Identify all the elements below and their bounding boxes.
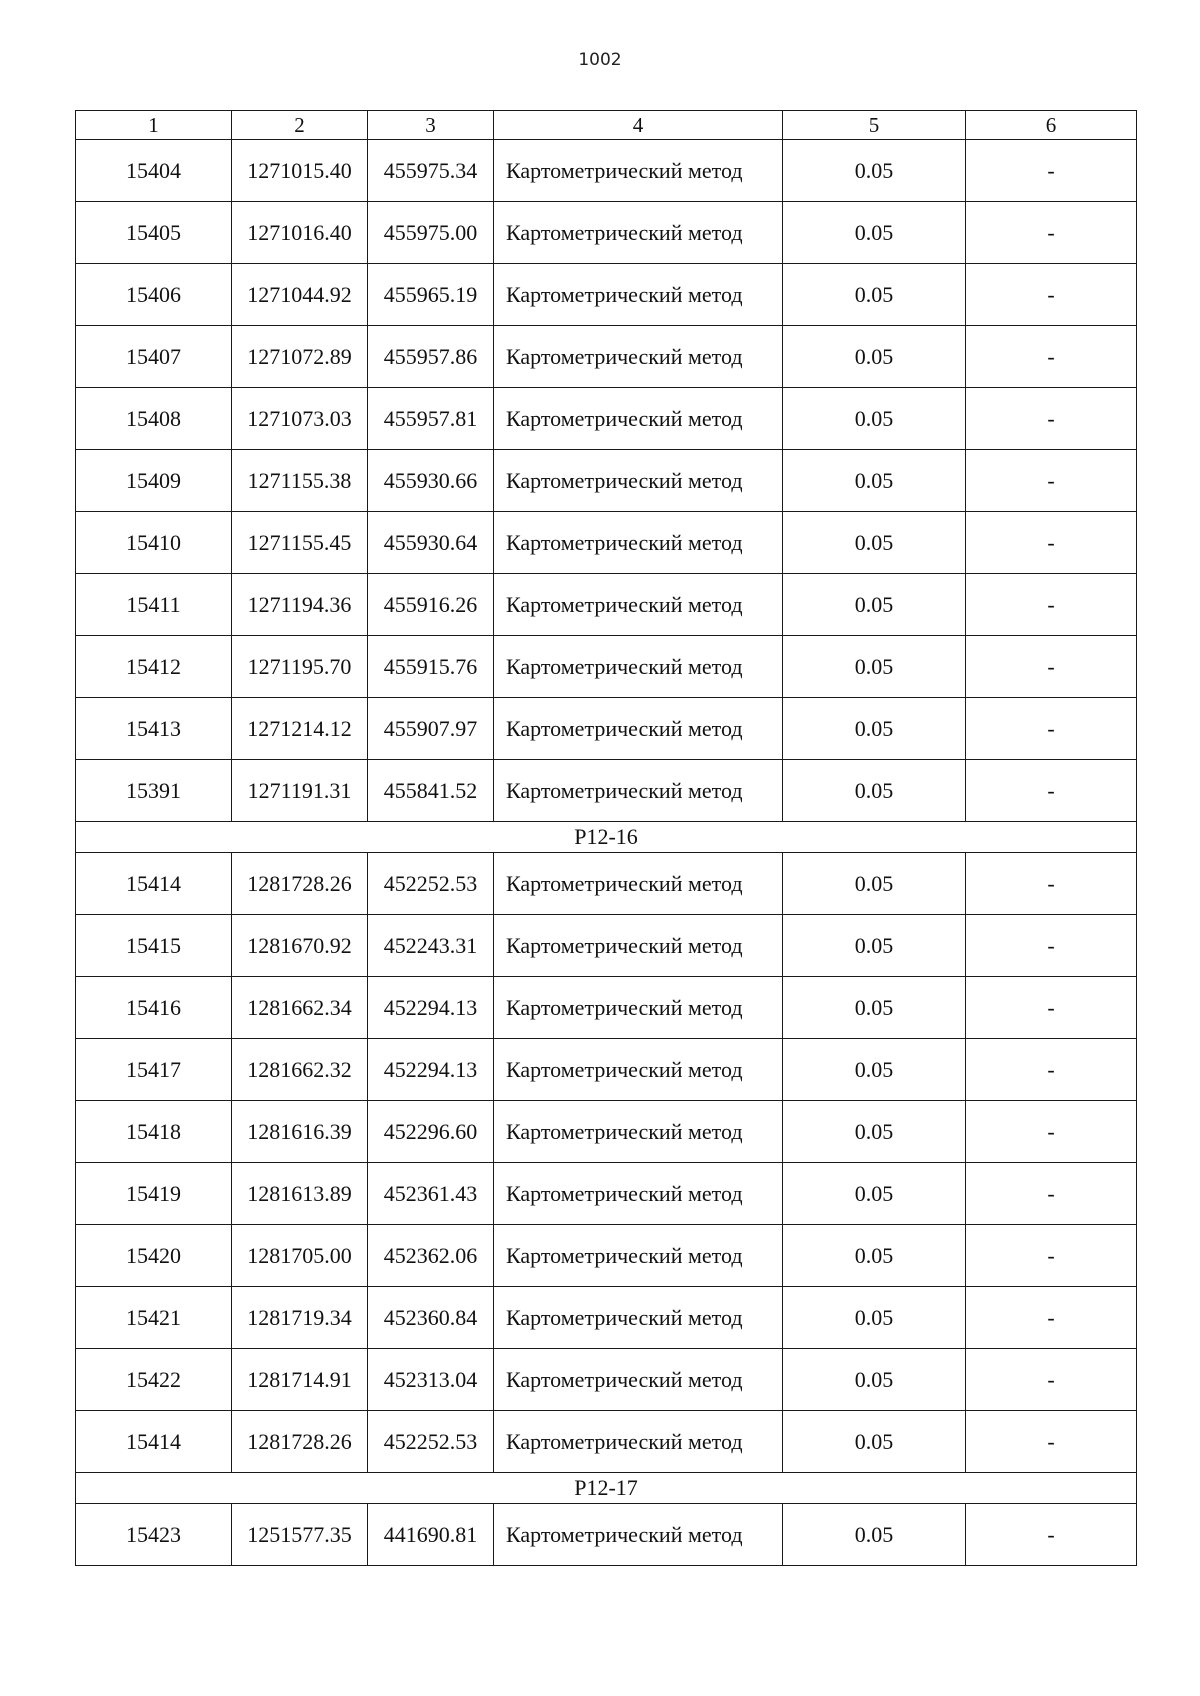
cell-point-number: 15404: [76, 140, 232, 202]
cell-point-number: 15419: [76, 1163, 232, 1225]
cell-note: -: [966, 512, 1137, 574]
cell-point-number: 15416: [76, 977, 232, 1039]
cell-note: -: [966, 450, 1137, 512]
cell-coordinate-y: 452296.60: [368, 1101, 494, 1163]
cell-point-number: 15408: [76, 388, 232, 450]
table-row: [76, 326, 1137, 388]
cell-method: Картометрический метод: [494, 636, 783, 698]
cell-accuracy: 0.05: [783, 1411, 966, 1473]
cell-coordinate-y: 455975.34: [368, 140, 494, 202]
cell-point-number: 15414: [76, 853, 232, 915]
cell-accuracy: 0.05: [783, 202, 966, 264]
cell-coordinate-x: 1271044.92: [232, 264, 368, 326]
cell-coordinate-x: 1281728.26: [232, 853, 368, 915]
page-number: 1002: [578, 50, 622, 70]
cell-coordinate-y: 452313.04: [368, 1349, 494, 1411]
cell-note: -: [966, 202, 1137, 264]
cell-accuracy: 0.05: [783, 977, 966, 1039]
cell-method: Картометрический метод: [494, 977, 783, 1039]
section-title: Р12-17: [76, 1473, 1137, 1504]
table-row: [76, 512, 1137, 574]
cell-coordinate-y: 452361.43: [368, 1163, 494, 1225]
cell-accuracy: 0.05: [783, 853, 966, 915]
cell-note: -: [966, 1349, 1137, 1411]
coordinates-table: [75, 110, 1137, 1566]
section-row: [76, 822, 1137, 853]
cell-note: -: [966, 574, 1137, 636]
cell-accuracy: 0.05: [783, 388, 966, 450]
cell-note: -: [966, 140, 1137, 202]
cell-note: -: [966, 915, 1137, 977]
cell-coordinate-x: 1281728.26: [232, 1411, 368, 1473]
cell-accuracy: 0.05: [783, 1225, 966, 1287]
table-row: [76, 140, 1137, 202]
column-header: 3: [368, 111, 494, 140]
cell-coordinate-x: 1271072.89: [232, 326, 368, 388]
table-body: [76, 111, 1137, 1566]
cell-method: Картометрический метод: [494, 1039, 783, 1101]
cell-note: -: [966, 853, 1137, 915]
cell-accuracy: 0.05: [783, 1163, 966, 1225]
table-row: [76, 1287, 1137, 1349]
cell-point-number: 15412: [76, 636, 232, 698]
cell-method: Картометрический метод: [494, 388, 783, 450]
cell-accuracy: 0.05: [783, 636, 966, 698]
cell-coordinate-y: 455957.81: [368, 388, 494, 450]
cell-point-number: 15422: [76, 1349, 232, 1411]
cell-coordinate-y: 452252.53: [368, 1411, 494, 1473]
cell-coordinate-y: 455916.26: [368, 574, 494, 636]
cell-method: Картометрический метод: [494, 698, 783, 760]
cell-coordinate-y: 455930.66: [368, 450, 494, 512]
table-row: [76, 853, 1137, 915]
cell-coordinate-x: 1271194.36: [232, 574, 368, 636]
table-row: [76, 1349, 1137, 1411]
table-row: [76, 202, 1137, 264]
cell-method: Картометрический метод: [494, 1101, 783, 1163]
cell-note: -: [966, 1101, 1137, 1163]
table-row: [76, 1504, 1137, 1566]
cell-point-number: 15413: [76, 698, 232, 760]
cell-coordinate-x: 1271016.40: [232, 202, 368, 264]
cell-coordinate-y: 452243.31: [368, 915, 494, 977]
cell-accuracy: 0.05: [783, 264, 966, 326]
cell-coordinate-y: 452294.13: [368, 977, 494, 1039]
cell-coordinate-y: 441690.81: [368, 1504, 494, 1566]
section-row: [76, 1473, 1137, 1504]
cell-note: -: [966, 1504, 1137, 1566]
cell-point-number: 15414: [76, 1411, 232, 1473]
cell-accuracy: 0.05: [783, 512, 966, 574]
cell-method: Картометрический метод: [494, 1504, 783, 1566]
cell-coordinate-x: 1271191.31: [232, 760, 368, 822]
cell-coordinate-x: 1271195.70: [232, 636, 368, 698]
column-header: 2: [232, 111, 368, 140]
cell-coordinate-y: 455907.97: [368, 698, 494, 760]
section-title: Р12-16: [76, 822, 1137, 853]
cell-accuracy: 0.05: [783, 698, 966, 760]
cell-coordinate-x: 1271155.45: [232, 512, 368, 574]
cell-point-number: 15415: [76, 915, 232, 977]
cell-point-number: 15410: [76, 512, 232, 574]
cell-coordinate-y: 455915.76: [368, 636, 494, 698]
column-header: 4: [494, 111, 783, 140]
cell-method: Картометрический метод: [494, 512, 783, 574]
cell-coordinate-y: 452362.06: [368, 1225, 494, 1287]
cell-note: -: [966, 977, 1137, 1039]
cell-accuracy: 0.05: [783, 1101, 966, 1163]
column-header: 1: [76, 111, 232, 140]
cell-method: Картометрический метод: [494, 264, 783, 326]
cell-coordinate-x: 1281616.39: [232, 1101, 368, 1163]
cell-point-number: 15391: [76, 760, 232, 822]
cell-note: -: [966, 388, 1137, 450]
cell-point-number: 15423: [76, 1504, 232, 1566]
cell-coordinate-y: 455965.19: [368, 264, 494, 326]
table-row: [76, 760, 1137, 822]
cell-method: Картометрический метод: [494, 1349, 783, 1411]
cell-accuracy: 0.05: [783, 1287, 966, 1349]
cell-note: -: [966, 1411, 1137, 1473]
cell-method: Картометрический метод: [494, 915, 783, 977]
cell-accuracy: 0.05: [783, 450, 966, 512]
cell-accuracy: 0.05: [783, 760, 966, 822]
cell-note: -: [966, 326, 1137, 388]
table-row: [76, 977, 1137, 1039]
table-row: [76, 1225, 1137, 1287]
cell-point-number: 15411: [76, 574, 232, 636]
cell-point-number: 15421: [76, 1287, 232, 1349]
cell-coordinate-y: 455957.86: [368, 326, 494, 388]
cell-accuracy: 0.05: [783, 1039, 966, 1101]
cell-point-number: 15405: [76, 202, 232, 264]
table-row: [76, 915, 1137, 977]
cell-note: -: [966, 264, 1137, 326]
cell-method: Картометрический метод: [494, 450, 783, 512]
cell-coordinate-y: 455975.00: [368, 202, 494, 264]
cell-method: Картометрический метод: [494, 853, 783, 915]
cell-accuracy: 0.05: [783, 915, 966, 977]
cell-coordinate-y: 452294.13: [368, 1039, 494, 1101]
table-row: [76, 1101, 1137, 1163]
cell-coordinate-x: 1281705.00: [232, 1225, 368, 1287]
cell-method: Картометрический метод: [494, 326, 783, 388]
table-row: [76, 1411, 1137, 1473]
cell-point-number: 15409: [76, 450, 232, 512]
cell-note: -: [966, 698, 1137, 760]
cell-note: -: [966, 760, 1137, 822]
cell-method: Картометрический метод: [494, 1411, 783, 1473]
cell-accuracy: 0.05: [783, 326, 966, 388]
cell-coordinate-x: 1281719.34: [232, 1287, 368, 1349]
cell-coordinate-y: 452252.53: [368, 853, 494, 915]
cell-point-number: 15407: [76, 326, 232, 388]
cell-note: -: [966, 636, 1137, 698]
cell-method: Картометрический метод: [494, 202, 783, 264]
cell-coordinate-x: 1281714.91: [232, 1349, 368, 1411]
cell-coordinate-x: 1281662.32: [232, 1039, 368, 1101]
table-row: [76, 388, 1137, 450]
cell-coordinate-x: 1271155.38: [232, 450, 368, 512]
cell-point-number: 15418: [76, 1101, 232, 1163]
cell-point-number: 15417: [76, 1039, 232, 1101]
cell-coordinate-y: 455841.52: [368, 760, 494, 822]
cell-point-number: 15406: [76, 264, 232, 326]
table-row: [76, 1039, 1137, 1101]
cell-method: Картометрический метод: [494, 1287, 783, 1349]
cell-method: Картометрический метод: [494, 140, 783, 202]
cell-note: -: [966, 1225, 1137, 1287]
cell-accuracy: 0.05: [783, 1504, 966, 1566]
cell-accuracy: 0.05: [783, 1349, 966, 1411]
table-row: [76, 698, 1137, 760]
cell-accuracy: 0.05: [783, 140, 966, 202]
cell-coordinate-x: 1281662.34: [232, 977, 368, 1039]
cell-note: -: [966, 1287, 1137, 1349]
cell-accuracy: 0.05: [783, 574, 966, 636]
table-row: [76, 636, 1137, 698]
table-header-row: [76, 111, 1137, 140]
cell-method: Картометрический метод: [494, 1163, 783, 1225]
cell-note: -: [966, 1163, 1137, 1225]
column-header: 6: [966, 111, 1137, 140]
cell-method: Картометрический метод: [494, 760, 783, 822]
table-row: [76, 574, 1137, 636]
cell-method: Картометрический метод: [494, 1225, 783, 1287]
table-row: [76, 1163, 1137, 1225]
table-row: [76, 450, 1137, 512]
cell-coordinate-x: 1251577.35: [232, 1504, 368, 1566]
cell-coordinate-x: 1271214.12: [232, 698, 368, 760]
table-row: [76, 264, 1137, 326]
cell-coordinate-x: 1281670.92: [232, 915, 368, 977]
cell-coordinate-x: 1271073.03: [232, 388, 368, 450]
cell-coordinate-x: 1281613.89: [232, 1163, 368, 1225]
cell-point-number: 15420: [76, 1225, 232, 1287]
cell-note: -: [966, 1039, 1137, 1101]
cell-method: Картометрический метод: [494, 574, 783, 636]
cell-coordinate-x: 1271015.40: [232, 140, 368, 202]
column-header: 5: [783, 111, 966, 140]
cell-coordinate-y: 452360.84: [368, 1287, 494, 1349]
cell-coordinate-y: 455930.64: [368, 512, 494, 574]
